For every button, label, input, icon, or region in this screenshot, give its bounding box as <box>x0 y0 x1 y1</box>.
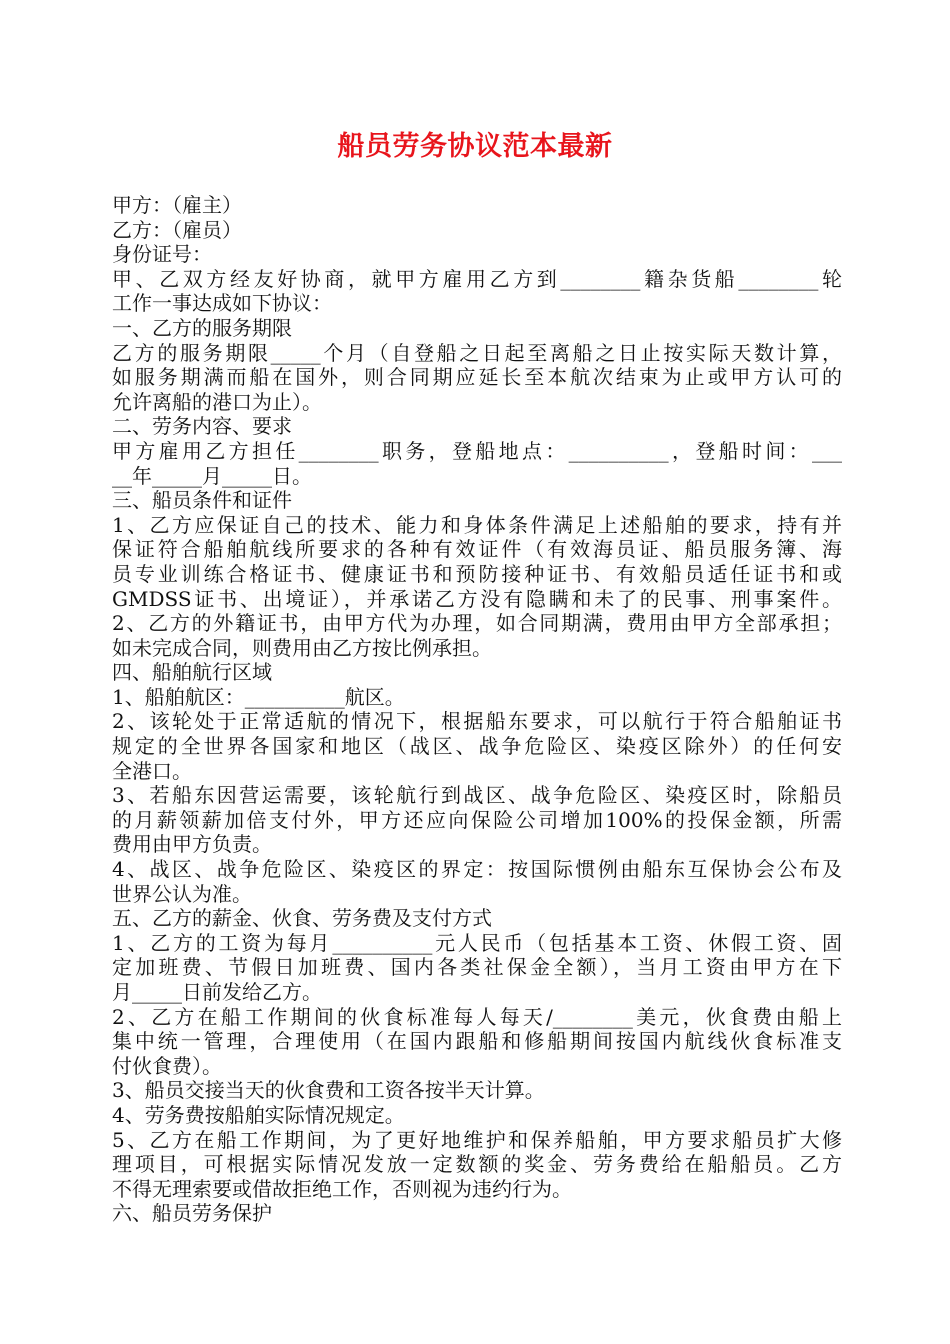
document-line: 规定的全世界各国家和地区（战区、战争危险区、染疫区除外）的任何安 <box>112 734 842 759</box>
document-line: 五、乙方的薪金、伙食、劳务费及支付方式 <box>112 906 492 931</box>
document-line: 4、战区、战争危险区、染疫区的界定：按国际惯例由船东互保协会公布及 <box>112 857 842 882</box>
document-line: 2、乙方的外籍证书，由甲方代为办理，如合同期满，费用由甲方全部承担； <box>112 611 842 636</box>
document-line: 全港口。 <box>112 758 192 783</box>
document-line: 如未完成合同，则费用由乙方按比例承担。 <box>112 635 492 660</box>
document-line: 1、乙方应保证自己的技术、能力和身体条件满足上述船舶的要求，持有并 <box>112 512 842 537</box>
document-line: 费用由甲方负责。 <box>112 832 272 857</box>
document-line: 甲方雇用乙方担任________职务，登船地点：__________，登船时间：___ <box>112 438 842 463</box>
document-line: 六、船员劳务保护 <box>112 1201 272 1226</box>
document-line: 甲方：（雇主） <box>112 193 242 217</box>
document-body <box>112 193 842 1226</box>
document-line: 如服务期满而船在国外，则合同期应延长至本航次结束为止或甲方认可的 <box>112 365 842 390</box>
document-line: 乙方的服务期限_____个月（自登船之日起至离船之日止按实际天数计算， <box>112 340 842 365</box>
document-line: 世界公认为准。 <box>112 881 252 906</box>
document-line: 3、若船东因营运需要，该轮航行到战区、战争危险区、染疫区时，除船员 <box>112 783 842 808</box>
document-line: 3、船员交接当天的伙食费和工资各按半天计算。 <box>112 1078 545 1103</box>
document-line: GMDSS证书、出境证），并承诺乙方没有隐瞒和未了的民事、刑事案件。 <box>112 586 842 611</box>
document-line: 保证符合船舶航线所要求的各种有效证件（有效海员证、船员服务簿、海 <box>112 537 842 562</box>
document-line: 甲、乙双方经友好协商，就甲方雇用乙方到________籍杂货船________轮 <box>112 266 842 291</box>
document-line: 集中统一管理，合理使用（在国内跟船和修船期间按国内航线伙食标准支 <box>112 1029 842 1054</box>
document-line: 月_____日前发给乙方。 <box>112 980 322 1004</box>
document-line: 不得无理索要或借故拒绝工作，否则视为违约行为。 <box>112 1176 572 1201</box>
document-line: __年_____月_____日。 <box>112 463 312 488</box>
document-line: 1、乙方的工资为每月__________元人民币（包括基本工资、休假工资、固 <box>112 930 842 955</box>
document-line: 四、船舶航行区域 <box>112 660 272 685</box>
document-title: 船员劳务协议范本最新 <box>337 131 613 162</box>
document-line: 5、乙方在船工作期间，为了更好地维护和保养船舶，甲方要求船员扩大修 <box>112 1127 842 1152</box>
document-line: 理项目，可根据实际情况发放一定数额的奖金、劳务费给在船船员。乙方 <box>112 1152 842 1177</box>
document-line: 乙方：（雇员） <box>112 217 242 242</box>
document-line: 二、劳务内容、要求 <box>112 414 292 439</box>
document-line: 4、劳务费按船舶实际情况规定。 <box>112 1102 405 1127</box>
document-line: 1、船舶航区：__________航区。 <box>112 684 405 709</box>
document-line: 2、乙方在船工作期间的伙食标准每人每天/________美元，伙食费由船上 <box>112 1004 842 1029</box>
document-line: 员专业训练合格证书、健康证书和预防接种证书、有效船员适任证书和或 <box>112 561 842 586</box>
document-line: 工作一事达成如下协议： <box>112 291 332 316</box>
document-line: 身份证号： <box>112 242 212 267</box>
document-line: 允许离船的港口为止）。 <box>112 389 322 414</box>
document-line: 定加班费、节假日加班费、国内各类社保金全额），当月工资由甲方在下 <box>112 955 842 980</box>
document-line: 的月薪领薪加倍支付外，甲方还应向保险公司增加100%的投保金额，所需 <box>112 807 842 832</box>
document-line: 2、该轮处于正常适航的情况下，根据船东要求，可以航行于符合船舶证书 <box>112 709 842 734</box>
document-line: 三、船员条件和证件 <box>112 488 292 513</box>
document-line: 付伙食费）。 <box>112 1053 222 1078</box>
document-line: 一、乙方的服务期限 <box>112 315 292 340</box>
